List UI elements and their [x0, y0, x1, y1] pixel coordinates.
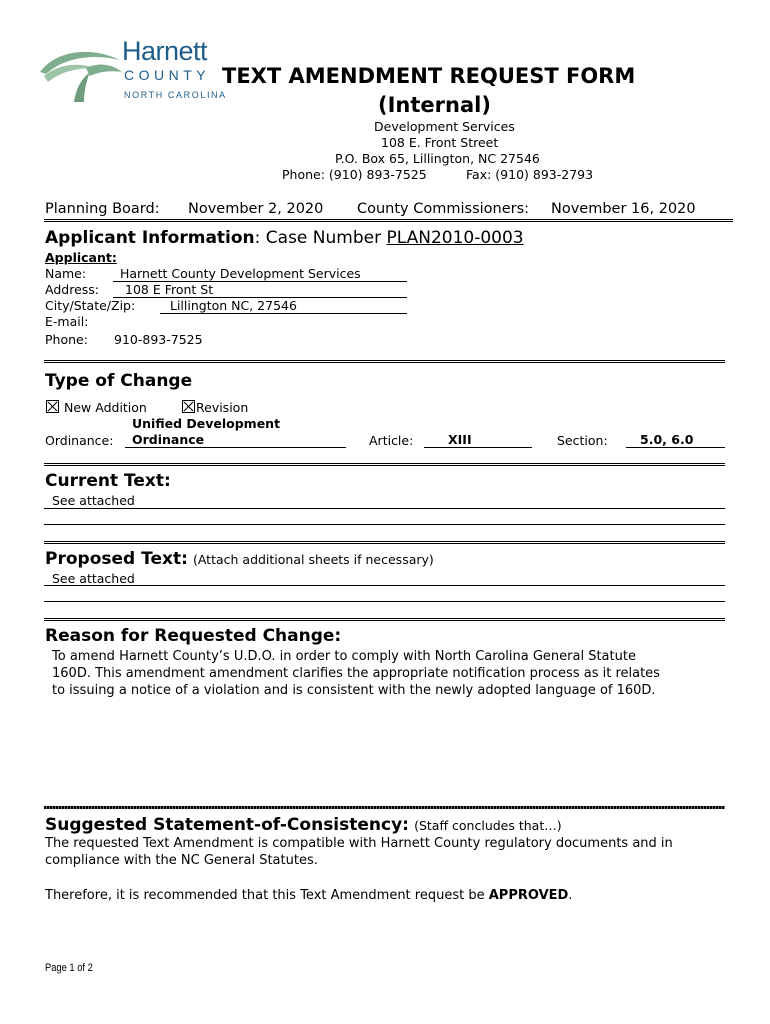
case-number: PLAN2010-0003 [386, 228, 524, 248]
consistency-line1: The requested Text Amendment is compatible with Harnett County regulatory documents and in [45, 836, 673, 851]
case-number-label: : Case Number [254, 228, 382, 248]
current-text-value[interactable]: See attached [52, 493, 135, 508]
logo-harnett: Harnett [122, 36, 208, 66]
county-logo [36, 36, 227, 108]
checked-box-icon[interactable] [46, 400, 59, 413]
form-subtitle: (Internal) [378, 93, 491, 117]
applicant-info-heading [45, 228, 524, 248]
ordinance-underline [125, 447, 346, 448]
current-text-line [44, 508, 725, 509]
divider [44, 806, 725, 809]
ordinance-value[interactable]: Ordinance [132, 432, 205, 447]
recommendation-value: APPROVED [488, 888, 569, 903]
divider [44, 618, 725, 621]
checked-box-icon[interactable] [182, 400, 195, 413]
consistency-line2: compliance with the NC General Statutes. [45, 853, 318, 868]
dept-street: 108 E. Front Street [381, 135, 499, 150]
consistency-heading [45, 815, 562, 835]
proposed-text-value[interactable]: See attached [52, 571, 135, 586]
revision-label: Revision [196, 400, 249, 415]
reason-line2[interactable]: 160D. This amendment amendment clarifies the appropriate notification process as it relates [52, 666, 660, 681]
reason-line1[interactable]: To amend Harnett County’s U.D.O. in order to comply with North Carolina General Statute [52, 649, 636, 664]
phone-value[interactable]: 910-893-7525 [114, 332, 203, 347]
new-addition-label: New Addition [64, 400, 147, 415]
current-text-heading: Current Text: [45, 471, 171, 491]
proposed-text-line [44, 585, 725, 586]
article-value[interactable]: XIII [448, 432, 472, 447]
divider [44, 360, 725, 363]
ordinance-label: Ordinance: [45, 433, 114, 448]
dept-fax: Fax: (910) 893-2793 [466, 167, 594, 182]
current-text-line [44, 524, 725, 525]
address-value[interactable]: 108 E Front St [125, 282, 214, 297]
divider [44, 219, 733, 222]
tree-icon [36, 42, 124, 104]
city-underline [160, 313, 407, 314]
divider [44, 541, 725, 544]
recommendation [45, 888, 572, 903]
address-label: Address: [45, 282, 99, 297]
email-label: E-mail: [45, 314, 89, 329]
dept-name: Development Services [374, 119, 515, 134]
logo-state: NORTH CAROLINA [124, 90, 227, 100]
name-label: Name: [45, 266, 87, 281]
proposed-text-title: Proposed Text: [45, 549, 188, 569]
proposed-text-note: (Attach additional sheets if necessary) [192, 552, 434, 567]
dept-phone: Phone: (910) 893-7525 [282, 167, 427, 182]
name-value[interactable]: Harnett County Development Services [120, 266, 361, 281]
commissioners-label: County Commissioners: [357, 201, 530, 217]
planning-board-date: November 2, 2020 [188, 201, 324, 217]
consistency-note: (Staff concludes that…) [414, 818, 562, 833]
divider [44, 463, 725, 466]
recommendation-period: . [568, 888, 573, 903]
section-underline [626, 447, 725, 448]
logo-county: COUNTY [124, 67, 211, 83]
section-value[interactable]: 5.0, 6.0 [640, 432, 694, 447]
option-revision[interactable] [182, 400, 248, 415]
proposed-text-heading [45, 549, 434, 569]
city-label: City/State/Zip: [45, 298, 136, 313]
city-value[interactable]: Lillington NC, 27546 [170, 298, 297, 313]
proposed-text-line [44, 601, 725, 602]
recommendation-text: Therefore, it is recommended that this Text Amendment request be [45, 888, 485, 903]
applicant-info-title: Applicant Information [45, 228, 255, 248]
form-title: TEXT AMENDMENT REQUEST FORM [222, 64, 636, 88]
dept-pobox: P.O. Box 65, Lillington, NC 27546 [335, 151, 540, 166]
reason-line3[interactable]: to issuing a notice of a violation and is consistent with the newly adopted language of 160D. [52, 683, 656, 698]
option-new-addition[interactable] [46, 400, 147, 415]
applicant-sub-heading: Applicant: [45, 250, 117, 265]
section-label: Section: [557, 433, 608, 448]
consistency-title: Suggested Statement-of-Consistency: [45, 815, 409, 835]
ordinance-line1: Unified Development [132, 416, 281, 431]
planning-board-label: Planning Board: [45, 201, 160, 217]
commissioners-date: November 16, 2020 [551, 201, 696, 217]
reason-heading: Reason for Requested Change: [45, 626, 342, 646]
type-of-change-heading: Type of Change [45, 371, 193, 391]
article-underline [424, 447, 532, 448]
article-label: Article: [369, 433, 414, 448]
phone-label: Phone: [45, 332, 88, 347]
page-number: Page 1 of 2 [45, 962, 93, 974]
